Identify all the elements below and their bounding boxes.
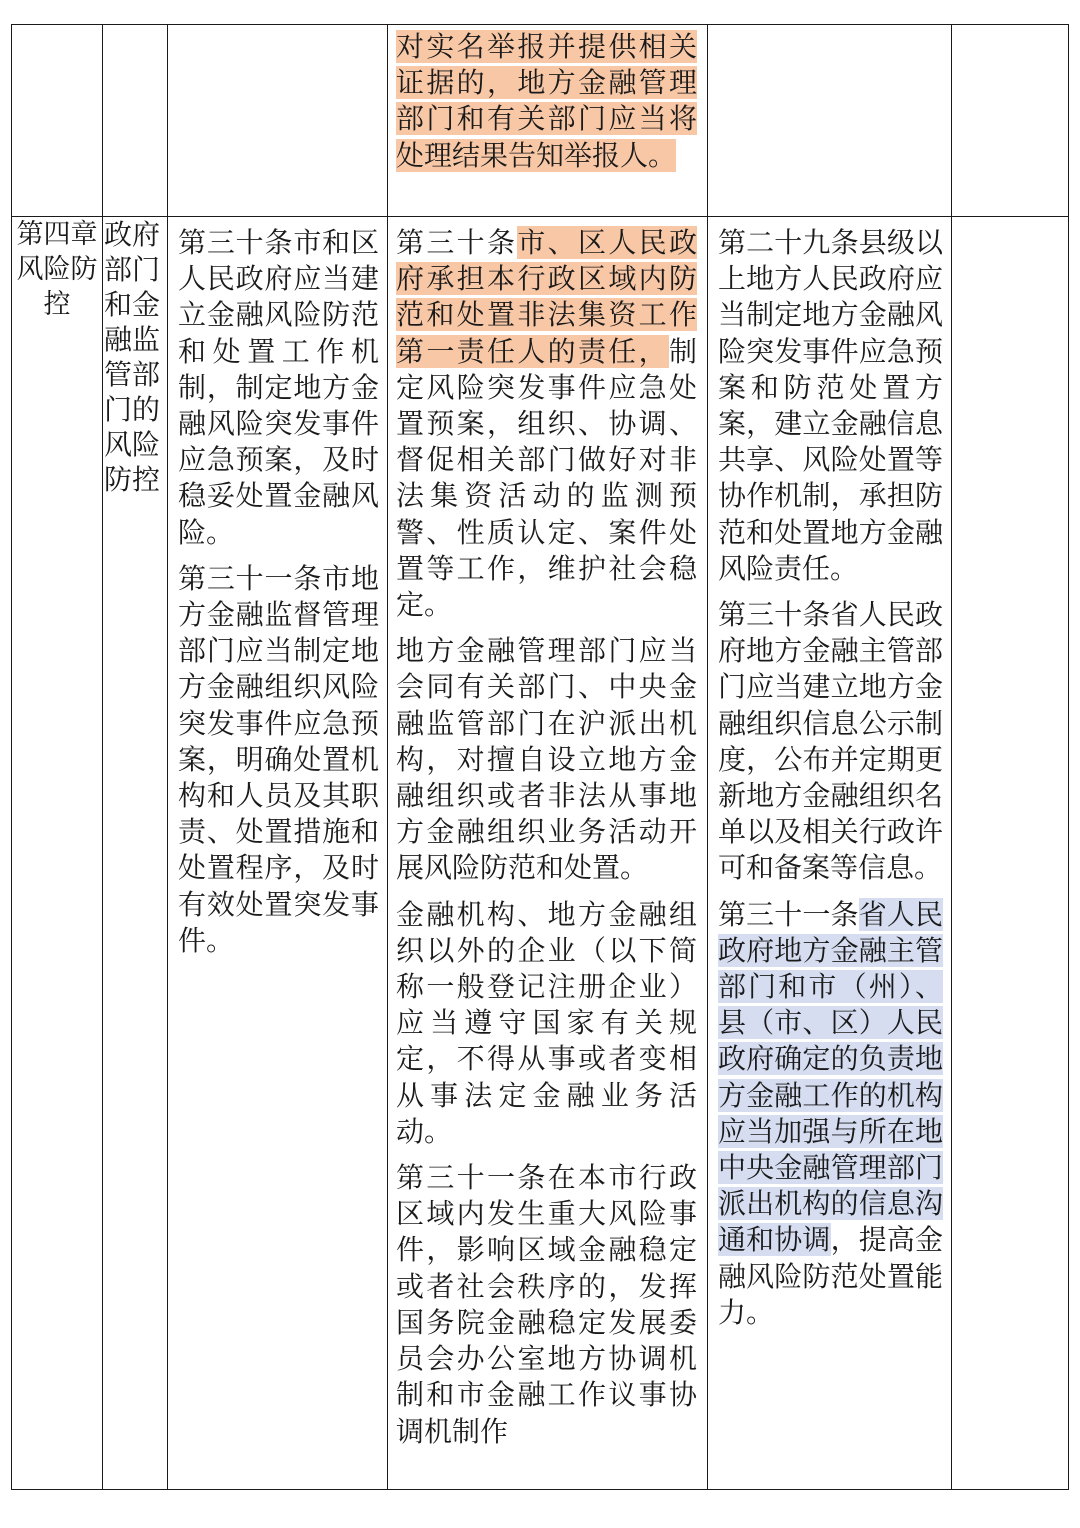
revised-regulation-cell xyxy=(388,217,708,1490)
original-regulation-cell xyxy=(168,217,388,1490)
article-30-reference: 第三十条省人民政府地方金融主管部门应当建立地方金融组织信息公示制度，公布并定期更新地方金融组织名单以及相关行政许可和备案等信息。 xyxy=(718,598,943,885)
highlighted-text-report: 对实名举报并提供相关证据的，地方金融管理部门和有关部门应当将处理结果告知举报人。 xyxy=(396,30,697,172)
article-30-prefix: 第三十条 xyxy=(396,226,518,259)
article-31-original: 第三十一条市地方金融监督管理部门应当制定地方金融组织风险突发事件应急预案，明确处置机构和人员及其职责、处置措施和处置程序，及时有效处置突发事件。 xyxy=(178,561,379,957)
table-row-chapter-four xyxy=(12,217,1069,1490)
chapter-cell xyxy=(12,217,103,1490)
table-row-previous xyxy=(12,25,1069,217)
col5-cell-empty xyxy=(708,25,952,217)
chapter-cell-empty xyxy=(12,25,103,217)
highlighted-text-coordination: 省人民政府地方金融主管部门和市（州）、县（市、区）人民政府确定的负责地方金融工作的机构应当加强与所在地中央金融管理部门派出机构的信息沟通和协调 xyxy=(718,897,943,1257)
article-30-original: 第三十条市和区人民政府应当建立金融风险防范和处置工作机制，制定地方金融风险突发事件应急预案，及时稳妥处置金融风险。 xyxy=(178,226,379,549)
section-cell xyxy=(103,217,168,1490)
col4-cell-continued xyxy=(388,25,708,217)
section-title: 政府部门和金融监管部门的风险防控 xyxy=(104,218,161,496)
article-31-reference xyxy=(708,897,951,1331)
highlighted-text-responsibility: 市、区人民政府承担本行政区域内防范和处置非法集资工作第一责任人的责任， xyxy=(396,226,697,368)
reference-regulation-cell xyxy=(708,217,952,1490)
article-30-para-2: 地方金融管理部门应当会同有关部门、中央金融监管部门在沪派出机构，对擅自设立地方金融组织或者非法从事地方金融组织业务活动开展风险防范和处置。 xyxy=(396,634,697,885)
article-30-revised xyxy=(388,225,707,623)
article-30-rest: 制定风险突发事件应急处置预案，组织、协调、督促相关部门做好对非法集资活动的监测预警、性质认定、案件处置等工作，维护社会稳定。 xyxy=(396,334,697,622)
col3-cell-empty xyxy=(168,25,388,217)
comparison-table xyxy=(11,24,1069,1490)
chapter-title: 第四章风险防控 xyxy=(16,219,98,320)
article-31-revised: 第三十一条在本市行政区域内发生重大风险事件，影响区域金融稳定或者社会秩序的，发挥国务院金融稳定发展委员会办公室地方协调机制和市金融工作议事协调机制作 xyxy=(396,1161,697,1448)
article-29-reference: 第二十九条县级以上地方人民政府应当制定地方金融风险突发事件应急预案和防范处置方案，建立金融信息共享、风险处置等协作机制，承担防范和处置地方金融风险责任。 xyxy=(718,226,943,585)
col6-cell-empty xyxy=(952,25,1069,217)
section-cell-empty xyxy=(103,25,168,217)
article-31-prefix: 第三十一条 xyxy=(718,897,859,931)
notes-cell-empty xyxy=(952,217,1069,1490)
article-31-rest: ，提高金融风险防范处置能力。 xyxy=(718,1223,943,1329)
article-30-para-3: 金融机构、地方金融组织以外的企业（以下简称一般登记注册企业）应当遵守国家有关规定，不得从事或者变相从事法定金融业务活动。 xyxy=(396,897,697,1148)
